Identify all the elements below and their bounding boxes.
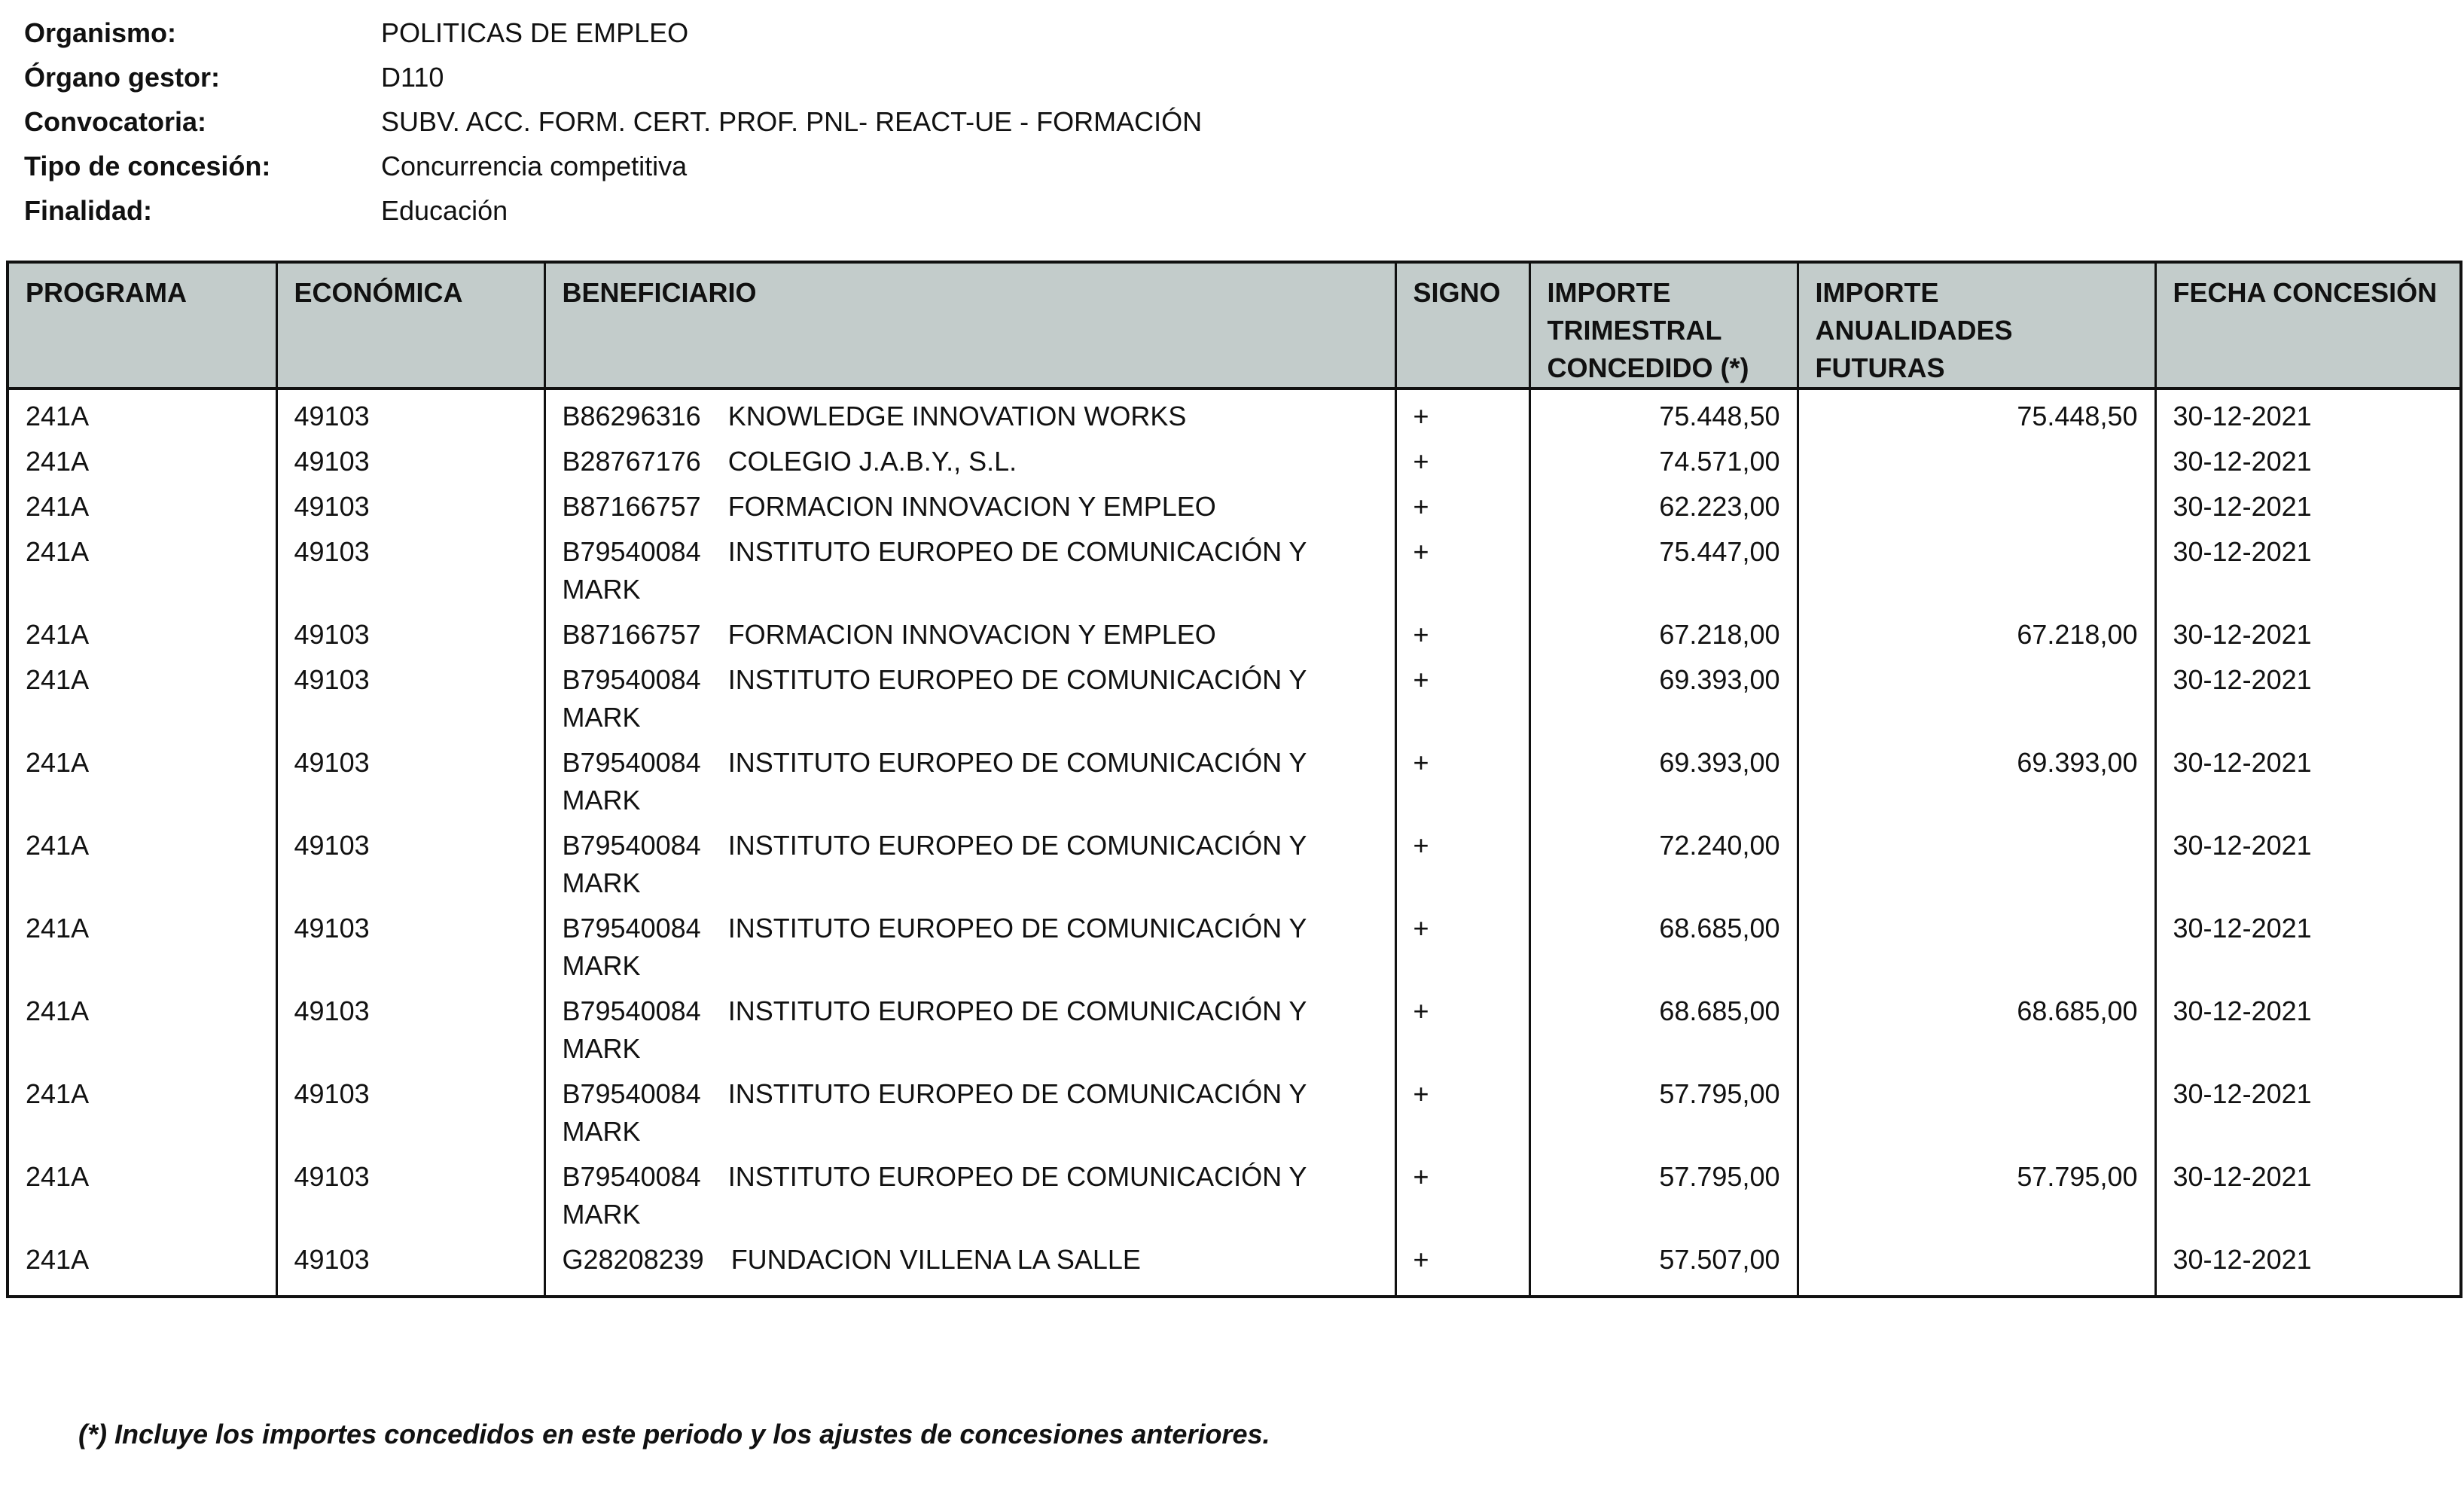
tipo-concesion-value: Concurrencia competitiva	[381, 151, 688, 181]
beneficiario-nif: B79540084	[562, 664, 701, 695]
cell-signo: +	[1395, 819, 1529, 902]
cell-beneficiario	[544, 435, 1395, 480]
header-economica: ECONÓMICA	[276, 262, 544, 389]
cell-importe-anualidades: 68.685,00	[1798, 985, 2155, 1068]
cell-fecha-concesion: 30-12-2021	[2173, 619, 2312, 650]
cell-importe-trimestral: 57.507,00	[1529, 1233, 1798, 1297]
organo-gestor-row	[24, 55, 1202, 99]
cell-economica: 49103	[276, 902, 544, 985]
table-row	[8, 480, 2461, 526]
cell-signo: +	[1395, 480, 1529, 526]
table-row	[8, 985, 2461, 1068]
cell-beneficiario	[544, 1233, 1395, 1297]
cell-beneficiario	[544, 902, 1395, 985]
finalidad-row	[24, 188, 1202, 233]
cell-economica: 49103	[276, 608, 544, 654]
organo-gestor-value: D110	[381, 62, 444, 93]
cell-signo: +	[1395, 985, 1529, 1068]
convocatoria-row	[24, 99, 1202, 144]
beneficiario-nif: B79540084	[562, 536, 701, 567]
table-row	[8, 1068, 2461, 1151]
cell-fecha-concesion: 30-12-2021	[2173, 401, 2312, 431]
cell-importe-trimestral: 75.447,00	[1529, 526, 1798, 608]
cell-importe-trimestral: 57.795,00	[1529, 1068, 1798, 1151]
beneficiario-nif: B79540084	[562, 1078, 701, 1109]
cell-signo: +	[1395, 902, 1529, 985]
cell-importe-anualidades: 75.448,50	[1798, 389, 2155, 435]
table-row	[8, 608, 2461, 654]
finalidad-label: Finalidad:	[24, 195, 152, 226]
table-row	[8, 389, 2461, 435]
cell-programa: 241A	[8, 608, 276, 654]
cell-economica: 49103	[276, 480, 544, 526]
cell-beneficiario	[544, 1151, 1395, 1233]
cell-importe-anualidades	[1798, 480, 2155, 526]
table-row	[8, 902, 2461, 985]
header-importe-anualidades: IMPORTE ANUALIDADES FUTURAS	[1798, 262, 2155, 389]
cell-signo: +	[1395, 389, 1529, 435]
cell-importe-anualidades: 57.795,00	[1798, 1151, 2155, 1233]
cell-importe-anualidades	[1798, 902, 2155, 985]
cell-economica: 49103	[276, 435, 544, 480]
cell-fecha-concesion: 30-12-2021	[2173, 1161, 2312, 1192]
tipo-concesion-label: Tipo de concesión:	[24, 151, 271, 181]
cell-programa: 241A	[8, 902, 276, 985]
beneficiario-nif: B79540084	[562, 747, 701, 778]
cell-fecha-concesion: 30-12-2021	[2173, 995, 2312, 1026]
beneficiario-nombre: INSTITUTO EUROPEO DE COMUNICACIÓN Y MARK	[562, 536, 1307, 605]
cell-fecha-concesion: 30-12-2021	[2173, 536, 2312, 567]
header-signo: SIGNO	[1395, 262, 1529, 389]
table-row	[8, 654, 2461, 736]
beneficiario-nombre: FORMACION INNOVACION Y EMPLEO	[727, 491, 1216, 522]
beneficiario-nombre: INSTITUTO EUROPEO DE COMUNICACIÓN Y MARK	[562, 830, 1307, 898]
beneficiario-nombre: KNOWLEDGE INNOVATION WORKS	[727, 401, 1187, 431]
cell-economica: 49103	[276, 736, 544, 819]
cell-economica: 49103	[276, 526, 544, 608]
beneficiario-nombre: INSTITUTO EUROPEO DE COMUNICACIÓN Y MARK	[562, 913, 1307, 981]
cell-importe-trimestral: 72.240,00	[1529, 819, 1798, 902]
cell-programa: 241A	[8, 526, 276, 608]
beneficiario-nombre: INSTITUTO EUROPEO DE COMUNICACIÓN Y MARK	[562, 995, 1307, 1064]
cell-programa: 241A	[8, 654, 276, 736]
cell-importe-trimestral: 68.685,00	[1529, 985, 1798, 1068]
convocatoria-label: Convocatoria:	[24, 106, 207, 137]
organismo-value: POLITICAS DE EMPLEO	[381, 17, 689, 48]
cell-fecha-concesion: 30-12-2021	[2173, 830, 2312, 861]
cell-fecha-concesion: 30-12-2021	[2173, 1078, 2312, 1109]
cell-programa: 241A	[8, 389, 276, 435]
cell-fecha-concesion: 30-12-2021	[2173, 446, 2312, 477]
beneficiario-nombre: INSTITUTO EUROPEO DE COMUNICACIÓN Y MARK	[562, 664, 1307, 733]
cell-importe-trimestral: 57.795,00	[1529, 1151, 1798, 1233]
beneficiario-nif: G28208239	[562, 1244, 704, 1275]
cell-signo: +	[1395, 654, 1529, 736]
cell-signo: +	[1395, 435, 1529, 480]
cell-economica: 49103	[276, 654, 544, 736]
cell-economica: 49103	[276, 389, 544, 435]
cell-importe-anualidades	[1798, 1068, 2155, 1151]
cell-importe-anualidades: 67.218,00	[1798, 608, 2155, 654]
cell-economica: 49103	[276, 1233, 544, 1297]
cell-importe-anualidades: 69.393,00	[1798, 736, 2155, 819]
cell-programa: 241A	[8, 819, 276, 902]
beneficiario-nif: B87166757	[562, 619, 701, 650]
grants-table	[6, 261, 2462, 1298]
cell-programa: 241A	[8, 985, 276, 1068]
beneficiario-nif: B79540084	[562, 913, 701, 944]
cell-beneficiario	[544, 1068, 1395, 1151]
table-row	[8, 1233, 2461, 1297]
cell-beneficiario	[544, 819, 1395, 902]
cell-importe-trimestral: 69.393,00	[1529, 736, 1798, 819]
cell-importe-anualidades	[1798, 1233, 2155, 1297]
cell-programa: 241A	[8, 435, 276, 480]
cell-importe-anualidades	[1798, 435, 2155, 480]
cell-beneficiario	[544, 654, 1395, 736]
cell-importe-trimestral: 67.218,00	[1529, 608, 1798, 654]
cell-programa: 241A	[8, 736, 276, 819]
cell-programa: 241A	[8, 1233, 276, 1297]
beneficiario-nombre: INSTITUTO EUROPEO DE COMUNICACIÓN Y MARK	[562, 1078, 1307, 1147]
cell-importe-trimestral: 68.685,00	[1529, 902, 1798, 985]
beneficiario-nif: B28767176	[562, 446, 701, 477]
table-row	[8, 435, 2461, 480]
beneficiario-nif: B79540084	[562, 1161, 701, 1192]
cell-beneficiario	[544, 480, 1395, 526]
beneficiario-nombre: FORMACION INNOVACION Y EMPLEO	[727, 619, 1216, 650]
header-programa: PROGRAMA	[8, 262, 276, 389]
footnote: (*) Incluye los importes concedidos en este periodo y los ajustes de concesiones anteriores.	[78, 1419, 1270, 1450]
grant-metadata	[24, 11, 1202, 233]
cell-fecha-concesion: 30-12-2021	[2173, 913, 2312, 944]
table-row	[8, 819, 2461, 902]
cell-economica: 49103	[276, 819, 544, 902]
cell-programa: 241A	[8, 1068, 276, 1151]
beneficiario-nombre: COLEGIO J.A.B.Y., S.L.	[727, 446, 1017, 477]
header-beneficiario: BENEFICIARIO	[544, 262, 1395, 389]
header-fecha-concesion: FECHA CONCESIÓN	[2155, 262, 2461, 389]
cell-beneficiario	[544, 736, 1395, 819]
beneficiario-nombre: INSTITUTO EUROPEO DE COMUNICACIÓN Y MARK	[562, 747, 1307, 815]
cell-importe-trimestral: 74.571,00	[1529, 435, 1798, 480]
beneficiario-nif: B87166757	[562, 491, 701, 522]
cell-signo: +	[1395, 526, 1529, 608]
beneficiario-nombre: INSTITUTO EUROPEO DE COMUNICACIÓN Y MARK	[562, 1161, 1307, 1230]
convocatoria-value: SUBV. ACC. FORM. CERT. PROF. PNL- REACT-UE - FORMACIÓN	[381, 106, 1203, 137]
cell-programa: 241A	[8, 480, 276, 526]
table-header-row	[8, 262, 2461, 389]
cell-importe-trimestral: 69.393,00	[1529, 654, 1798, 736]
table-row	[8, 526, 2461, 608]
cell-importe-trimestral: 62.223,00	[1529, 480, 1798, 526]
cell-signo: +	[1395, 1068, 1529, 1151]
cell-signo: +	[1395, 736, 1529, 819]
table-row	[8, 736, 2461, 819]
organismo-row	[24, 11, 1202, 55]
beneficiario-nif: B79540084	[562, 830, 701, 861]
cell-beneficiario	[544, 985, 1395, 1068]
cell-programa: 241A	[8, 1151, 276, 1233]
beneficiario-nif: B86296316	[562, 401, 701, 431]
header-importe-trimestral: IMPORTE TRIMESTRAL CONCEDIDO (*)	[1529, 262, 1798, 389]
cell-fecha-concesion: 30-12-2021	[2173, 747, 2312, 778]
cell-beneficiario	[544, 526, 1395, 608]
cell-importe-anualidades	[1798, 654, 2155, 736]
finalidad-value: Educación	[381, 195, 508, 226]
cell-importe-anualidades	[1798, 526, 2155, 608]
cell-importe-anualidades	[1798, 819, 2155, 902]
cell-economica: 49103	[276, 1151, 544, 1233]
cell-signo: +	[1395, 1151, 1529, 1233]
cell-economica: 49103	[276, 985, 544, 1068]
cell-beneficiario	[544, 608, 1395, 654]
tipo-concesion-row	[24, 144, 1202, 188]
organismo-label: Organismo:	[24, 17, 177, 48]
cell-fecha-concesion: 30-12-2021	[2173, 491, 2312, 522]
table-row	[8, 1151, 2461, 1233]
organo-gestor-label: Órgano gestor:	[24, 62, 221, 93]
cell-economica: 49103	[276, 1068, 544, 1151]
cell-beneficiario	[544, 389, 1395, 435]
beneficiario-nif: B79540084	[562, 995, 701, 1026]
beneficiario-nombre: FUNDACION VILLENA LA SALLE	[730, 1244, 1141, 1275]
cell-fecha-concesion: 30-12-2021	[2173, 664, 2312, 695]
cell-signo: +	[1395, 608, 1529, 654]
cell-signo: +	[1395, 1233, 1529, 1297]
cell-importe-trimestral: 75.448,50	[1529, 389, 1798, 435]
cell-fecha-concesion: 30-12-2021	[2173, 1244, 2312, 1275]
